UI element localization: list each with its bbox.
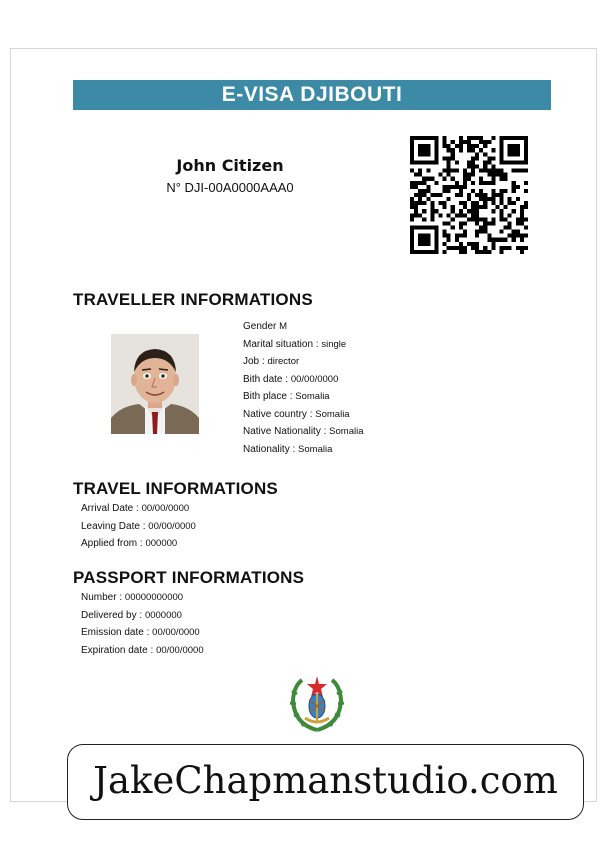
travel-field-row	[81, 518, 196, 536]
field-label: Job	[243, 356, 260, 367]
field-separator: :	[313, 338, 322, 350]
field-value: 00/00/0000	[141, 503, 190, 514]
field-label: Nationality	[243, 443, 290, 455]
traveller-field-row	[243, 423, 363, 441]
field-value: 00000000000	[124, 592, 184, 603]
traveller-section-heading: TRAVELLER INFORMATIONS	[73, 290, 313, 309]
field-separator: :	[116, 592, 125, 603]
field-separator: :	[137, 538, 146, 549]
field-value: M	[279, 321, 288, 332]
field-value: 000000	[145, 538, 178, 549]
field-separator: :	[147, 644, 157, 656]
field-separator: :	[143, 627, 153, 638]
travel-section-heading: TRAVEL INFORMATIONS	[73, 479, 278, 498]
visa-title-banner: E-VISA DJIBOUTI	[73, 80, 551, 110]
travel-field-row	[81, 500, 196, 518]
watermark-banner: JakeChapmanstudio.com	[67, 744, 584, 820]
passport-field-row	[81, 624, 204, 642]
holder-name: John Citizen	[176, 156, 284, 175]
field-label: Emission date	[81, 627, 144, 638]
field-separator: :	[139, 520, 149, 532]
travel-fields	[81, 500, 196, 553]
passport-field-row	[81, 589, 204, 607]
traveller-field-row	[243, 388, 363, 406]
field-value: director	[267, 356, 300, 367]
traveller-field-row	[243, 406, 363, 424]
field-label: Bith place	[243, 391, 287, 402]
field-label: Marital situation	[243, 338, 314, 350]
field-label: Arrival Date	[81, 503, 134, 514]
field-separator: :	[136, 609, 145, 621]
field-value: Somalia	[295, 391, 330, 402]
field-value: 0000000	[144, 609, 182, 621]
field-separator: :	[133, 503, 142, 514]
field-separator: :	[289, 443, 299, 455]
field-value: 00/00/0000	[152, 627, 200, 638]
traveller-fields	[243, 318, 363, 458]
field-label: Leaving Date	[81, 520, 140, 532]
qr-code-icon	[410, 136, 528, 254]
visa-number: N° DJI-00A0000AAA0	[166, 180, 294, 195]
field-separator: :	[306, 408, 316, 420]
portrait-photo	[111, 334, 199, 434]
passport-field-row	[81, 607, 204, 625]
field-value: Somalia	[298, 443, 333, 455]
field-label: Applied from	[81, 538, 138, 549]
field-label: Native country	[243, 408, 307, 420]
field-label: Gender	[243, 321, 277, 332]
field-separator: :	[259, 356, 268, 367]
field-value: 00/00/0000	[290, 373, 339, 385]
field-label: Native Nationality	[243, 426, 321, 437]
field-label: Expiration date	[81, 644, 148, 656]
travel-field-row	[81, 535, 196, 553]
field-label: Delivered by	[81, 609, 137, 621]
field-value: 00/00/0000	[156, 644, 204, 656]
traveller-field-row	[243, 318, 363, 336]
traveller-field-row	[243, 441, 363, 459]
traveller-field-row	[243, 353, 363, 371]
passport-section-heading: PASSPORT INFORMATIONS	[73, 568, 305, 587]
passport-field-row	[81, 642, 204, 660]
field-separator: :	[320, 426, 330, 437]
field-value: Somalia	[315, 408, 350, 420]
field-value: single	[321, 338, 347, 350]
field-value: 00/00/0000	[148, 520, 196, 532]
field-separator: :	[286, 391, 296, 402]
field-label: Number	[81, 592, 117, 603]
field-label: Bith date	[243, 373, 283, 385]
traveller-field-row	[243, 336, 363, 354]
traveller-field-row	[243, 371, 363, 389]
djibouti-emblem-icon	[288, 672, 346, 734]
field-separator: :	[282, 373, 291, 385]
passport-fields	[81, 589, 204, 659]
field-value: Somalia	[329, 426, 364, 437]
